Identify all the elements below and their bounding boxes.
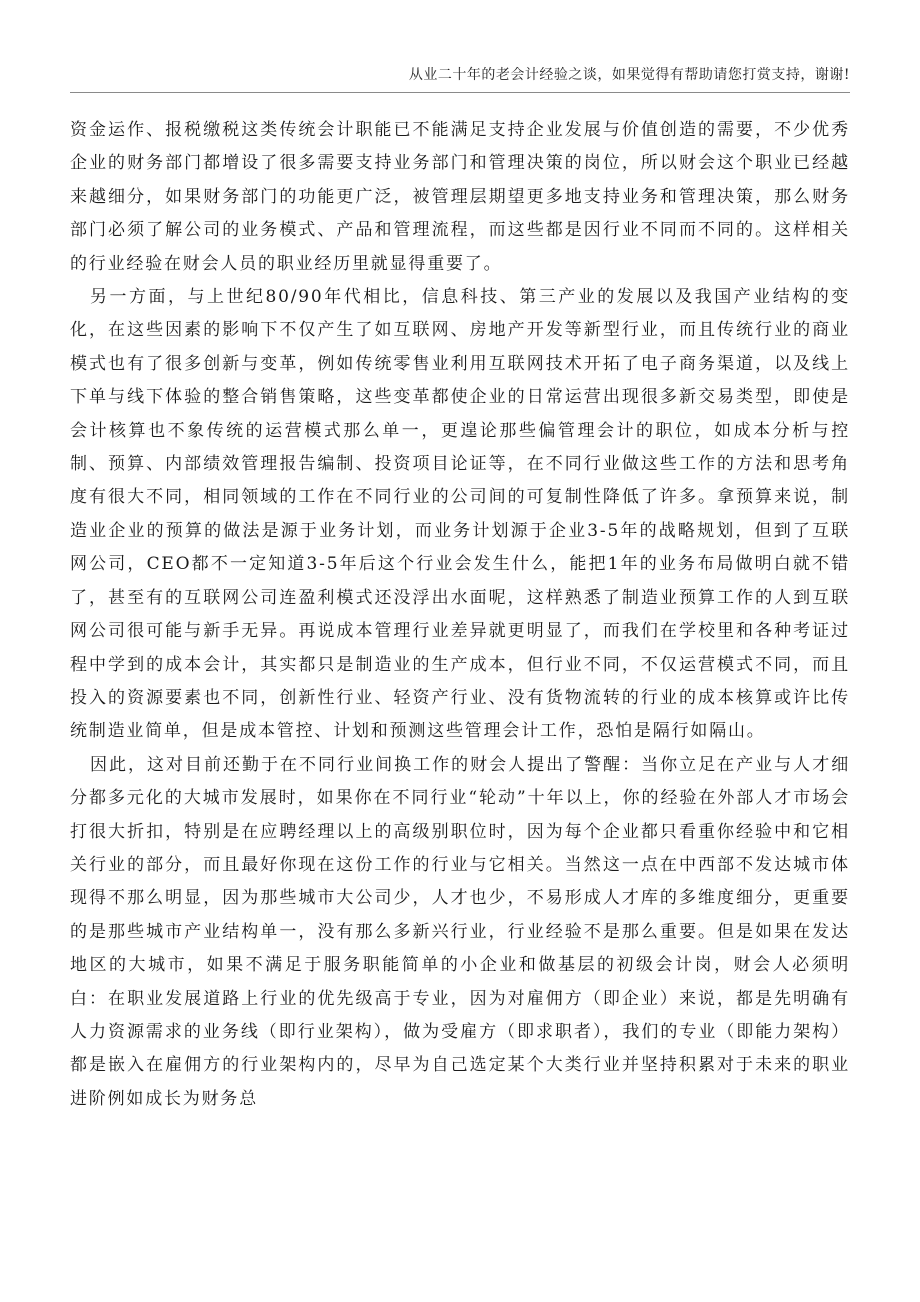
paragraph-1: 资金运作、报税缴税这类传统会计职能已不能满足支持企业发展与价值创造的需要，不少优秀企业的财务部门都增设了很多需要支持业务部门和管理决策的岗位，所以财会这个职业已经越来越细分，如果财务部门的功能更广泛，被管理层期望更多地支持业务和管理决策，那么财务部门必须了解公司的业务模式、产品和管理流程，而这些都是因行业不同而不同的。这样相关的行业经验在财会人员的职业经历里就显得重要了。 [70,120,850,274]
page-header: 从业二十年的老会计经验之谈，如果觉得有帮助请您打赏支持，谢谢! [408,67,850,83]
document-body [70,114,850,1116]
header-divider [70,92,850,93]
paragraph-3: 因此，这对目前还勤于在不同行业间换工作的财会人提出了警醒：当你立足在产业与人才细分都多元化的大城市发展时，如果你在不同行业“轮动”十年以上，你的经验在外部人才市场会打很大折扣，特别是在应聘经理以上的高级别职位时，因为每个企业都只看重你经验中和它相关行业的部分，而且最好你现在这份工作的行业与它相关。当然这一点在中西部不发达城市体现得不那么明显，因为那些城市大公司少，人才也少，不易形成人才库的多维度细分，更重要的是那些城市产业结构单一，没有那么多新兴行业，行业经验不是那么重要。但是如果在发达地区的大城市，如果不满足于服务职能简单的小企业和做基层的初级会计岗，财会人必须明白：在职业发展道路上行业的优先级高于专业，因为对雇佣方（即企业）来说，都是先明确有人力资源需求的业务线（即行业架构），做为受雇方（即求职者），我们的专业（即能力架构）都是嵌入在雇佣方的行业架构内的，尽早为自己选定某个大类行业并坚持积累对于未来的职业进阶例如成长为财务总 [70,754,850,1109]
paragraph-2: 另一方面，与上世纪80/90年代相比，信息科技、第三产业的发展以及我国产业结构的变化，在这些因素的影响下不仅产生了如互联网、房地产开发等新型行业，而且传统行业的商业模式也有了很多创新与变革，例如传统零售业利用互联网技术开拓了电子商务渠道，以及线上下单与线下体验的整合销售策略，这些变革都使企业的日常运营出现很多新交易类型，即使是会计核算也不象传统的运营模式那么单一，更遑论那些偏管理会计的职位，如成本分析与控制、预算、内部绩效管理报告编制、投资项目论证等，在不同行业做这些工作的方法和思考角度有很大不同，相同领域的工作在不同行业的公司间的可复制性降低了许多。拿预算来说，制造业企业的预算的做法是源于业务计划，而业务计划源于企业3-5年的战略规划，但到了互联网公司，CEO都不一定知道3-5年后这个行业会发生什么，能把1年的业务布局做明白就不错了，甚至有的互联网公司连盈利模式还没浮出水面呢，这样熟悉了制造业预算工作的人到互联网公司很可能与新手无异。再说成本管理行业差异就更明显了，而我们在学校里和各种考证过程中学到的成本会计，其实都只是制造业的生产成本，但行业不同，不仅运营模式不同，而且投入的资源要素也不同，创新性行业、轻资产行业、没有货物流转的行业的成本核算或许比传统制造业简单，但是成本管控、计划和预测这些管理会计工作，恐怕是隔行如隔山。 [70,287,850,742]
